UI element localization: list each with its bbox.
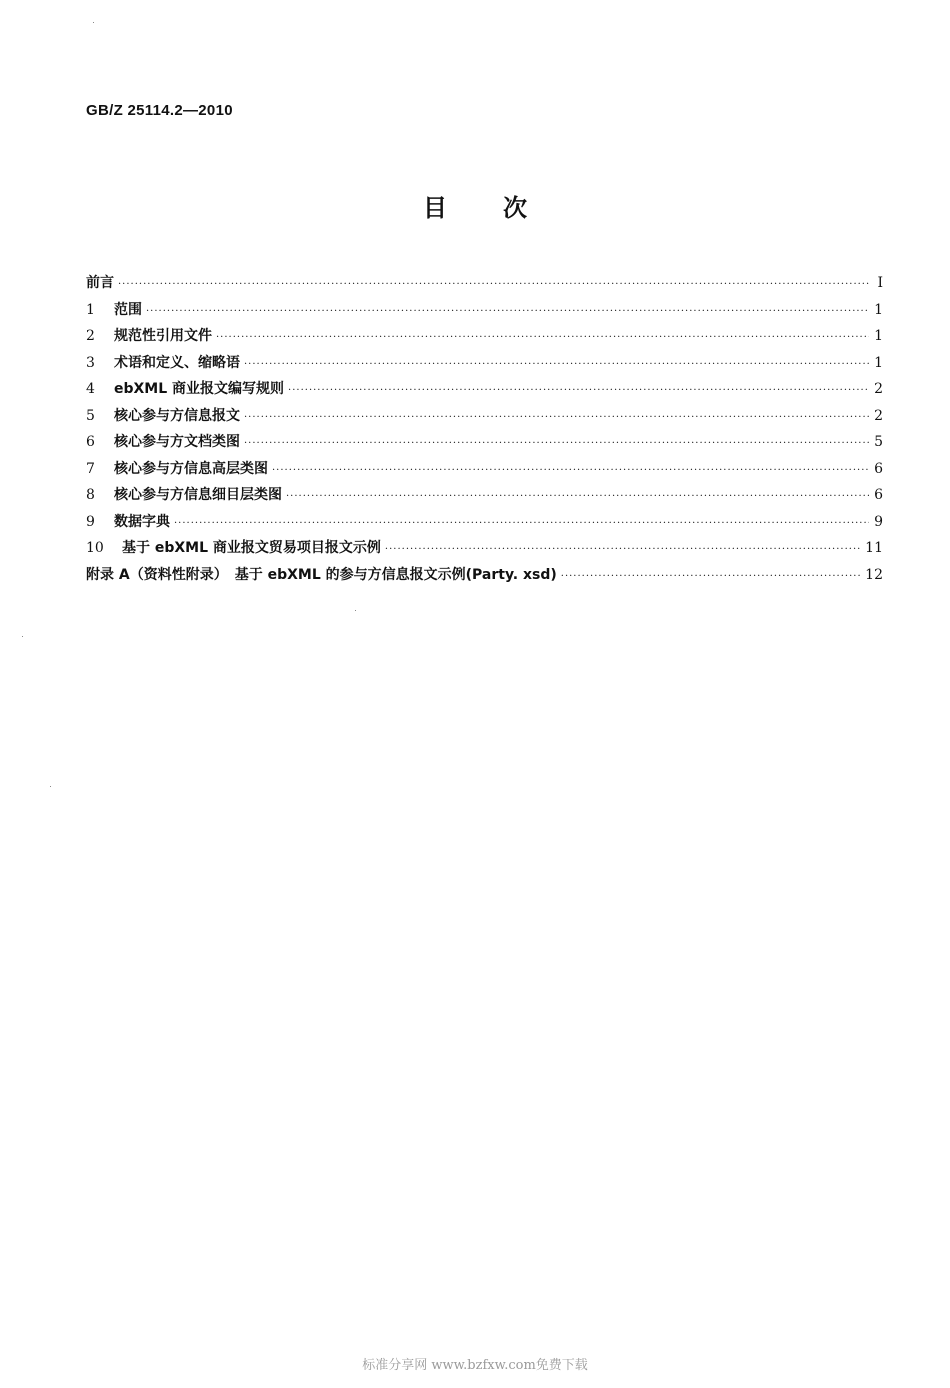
toc-entry-document-class-diagram[interactable] (86, 431, 883, 458)
toc-entry-number: 6 (86, 434, 95, 450)
toc-leader-dots (272, 465, 869, 476)
toc-entry-page: 9 (874, 513, 883, 530)
toc-entry-label: ebXML 商业报文编写规则 (114, 381, 285, 397)
toc-entry-label: 规范性引用文件 (114, 328, 212, 344)
toc-leader-dots (244, 359, 869, 370)
toc-entry-label: 术语和定义、缩略语 (114, 354, 240, 371)
toc-entry-normative-references[interactable] (86, 325, 883, 352)
toc-leader-dots (174, 518, 869, 529)
toc-entry-high-level-class-diagram[interactable] (86, 458, 883, 485)
toc-entry-page: 1 (874, 354, 883, 371)
toc-entry-label: 核心参与方信息报文 (114, 407, 240, 424)
toc-entry-page: 1 (874, 301, 883, 318)
toc-entry-page: I (877, 275, 883, 291)
toc-heading-part1: 目 (423, 194, 447, 222)
toc-leader-dots (118, 279, 869, 290)
toc-entry-detail-level-class-diagram[interactable] (86, 484, 883, 511)
toc-entry-number: 9 (86, 513, 95, 530)
toc-leader-dots (286, 491, 869, 502)
toc-entry-number: 8 (86, 487, 95, 503)
scan-speck (93, 22, 94, 23)
toc-entry-number: 4 (86, 381, 95, 397)
toc-entry-page: 6 (874, 487, 883, 503)
document-code: GB/Z 25114.2—2010 (86, 102, 233, 119)
toc-heading (0, 188, 950, 223)
toc-entry-core-party-message[interactable] (86, 405, 883, 432)
toc-leader-dots (244, 438, 869, 449)
toc-leader-dots (288, 385, 869, 396)
toc-entry-terms[interactable] (86, 352, 883, 379)
toc-entry-page: 12 (865, 566, 883, 583)
toc-entry-number: 7 (86, 460, 95, 477)
toc-leader-dots (385, 544, 861, 555)
toc-leader-dots (561, 571, 861, 582)
toc-entry-page: 1 (874, 328, 883, 344)
toc-entry-number: 10 (86, 540, 104, 556)
toc-entry-foreword[interactable] (86, 272, 883, 299)
toc-entry-scope[interactable] (86, 299, 883, 326)
table-of-contents (86, 272, 883, 590)
scan-speck (22, 636, 23, 637)
toc-entry-number: 2 (86, 328, 95, 344)
toc-heading-part2: 次 (503, 194, 527, 222)
toc-entry-label: 范围 (114, 301, 142, 318)
toc-entry-label: 前言 (86, 275, 114, 291)
toc-entry-label: 附录 A（资料性附录） 基于 ebXML 的参与方信息报文示例(Party. xsd) (86, 566, 557, 583)
toc-leader-dots (216, 332, 869, 343)
toc-entry-label: 核心参与方信息高层类图 (114, 460, 268, 477)
toc-entry-label: 核心参与方文档类图 (114, 434, 240, 450)
scan-speck (50, 786, 51, 787)
toc-entry-number: 3 (86, 354, 95, 371)
toc-entry-label: 数据字典 (114, 513, 170, 530)
toc-entry-number: 1 (86, 301, 95, 318)
toc-entry-page: 5 (874, 434, 883, 450)
toc-entry-page: 2 (874, 381, 883, 397)
watermark-footer: 标准分享网 www.bzfxw.com免费下载 (362, 1358, 588, 1373)
toc-entry-number: 5 (86, 407, 95, 424)
toc-leader-dots (146, 306, 869, 317)
toc-leader-dots (244, 412, 869, 423)
toc-entry-page: 2 (874, 407, 883, 424)
toc-entry-label: 基于 ebXML 商业报文贸易项目报文示例 (122, 540, 381, 556)
toc-entry-trade-item-example[interactable] (86, 537, 883, 564)
scan-speck (355, 610, 356, 611)
toc-entry-ebxml-rules[interactable] (86, 378, 883, 405)
toc-entry-label: 核心参与方信息细目层类图 (114, 487, 282, 503)
toc-entry-data-dictionary[interactable] (86, 511, 883, 538)
toc-entry-page: 11 (865, 540, 883, 556)
toc-entry-annex-a[interactable] (86, 564, 883, 591)
toc-entry-page: 6 (874, 460, 883, 477)
